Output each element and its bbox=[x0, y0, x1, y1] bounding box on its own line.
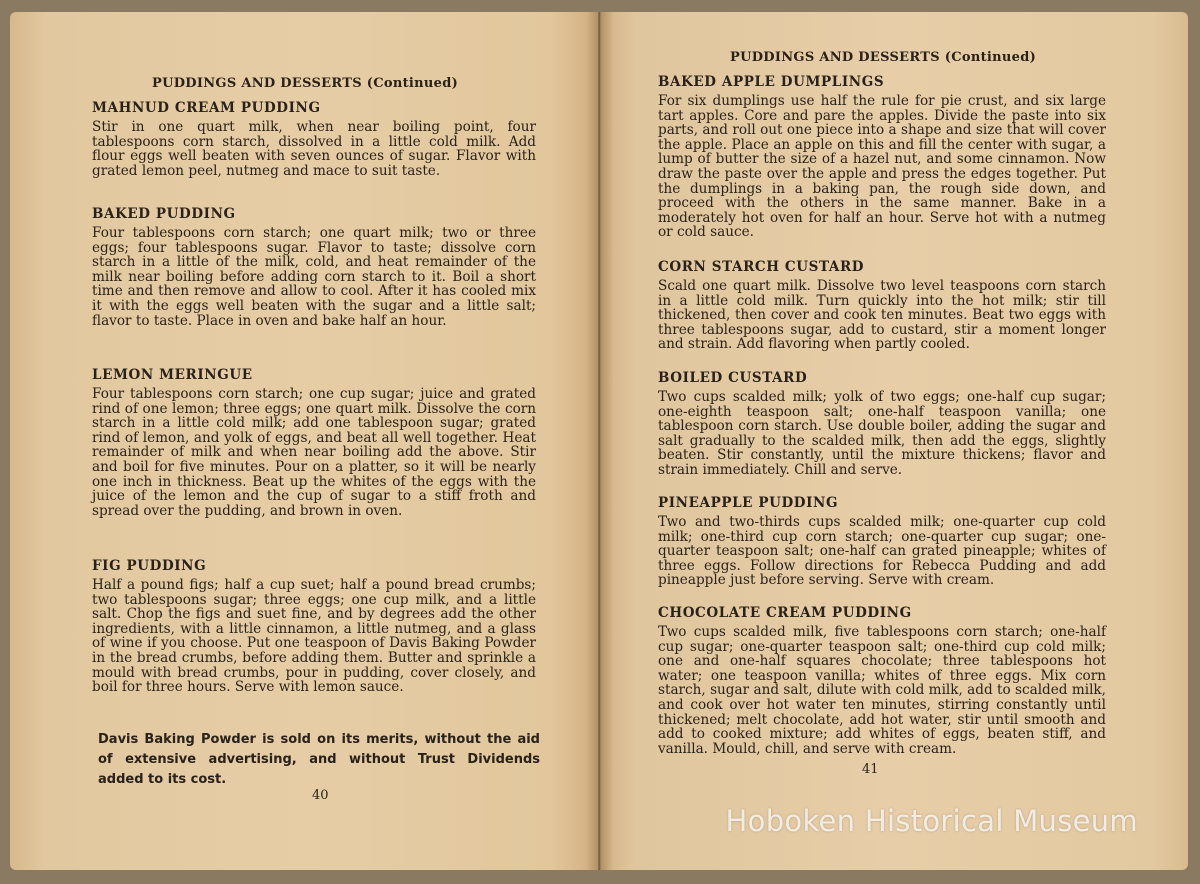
recipe-title: PINEAPPLE PUDDING bbox=[658, 495, 839, 511]
museum-watermark: Hoboken Historical Museum bbox=[725, 804, 1138, 838]
left-page bbox=[10, 12, 598, 870]
right-page bbox=[600, 12, 1188, 870]
running-head-right: PUDDINGS AND DESSERTS (Continued) bbox=[730, 50, 1037, 65]
recipe-text: For six dumplings use half the rule for pie crust, and six large tart apples. Core and pare the apples. Divide the paste into six parts, and roll out one piece into a shape and size that will cover the apple. Place an apple on this and fill the center with sugar, a lump of butter the size of a hazel nut, and some cinnamon. Now draw the paste over the apple and press the edges together. Put the dumplings in a baking pan, the rough side down, and proceed with the others in the same manner. Bake in a moderately hot oven for half an hour. Serve hot with a nutmeg or cold sauce. bbox=[658, 93, 1106, 241]
page-number-right: 41 bbox=[862, 762, 879, 777]
recipe-text: Two cups scalded milk; yolk of two eggs; one-half cup sugar; one-eighth teaspoon salt; one-half teaspoon vanilla; one tablespoon corn starch. Use double boiler, adding the sugar and salt gradually to the scalded milk, then add the eggs, slightly beaten. Stir constantly, until the mixture thickens; flavor and strain immediately. Chill and serve. bbox=[658, 389, 1106, 478]
recipe-corn-starch-custard bbox=[658, 259, 1106, 352]
recipe-lemon-meringue bbox=[92, 367, 536, 518]
recipe-title: LEMON MERINGUE bbox=[92, 367, 253, 383]
book-gutter bbox=[586, 12, 614, 870]
recipe-title: BOILED CUSTARD bbox=[658, 370, 808, 386]
recipe-text: Scald one quart milk. Dissolve two level teaspoons corn starch in a little cold milk. Turn quickly into the hot milk; stir till thickened, then cover and cook ten minutes. Beat two eggs with three tablespoons sugar, add to custard, stir a moment longer and strain. Add flavoring when partly cooled. bbox=[658, 278, 1106, 353]
recipe-mahnud-cream-pudding bbox=[92, 100, 536, 178]
recipe-title: BAKED APPLE DUMPLINGS bbox=[658, 74, 885, 90]
running-head-left: PUDDINGS AND DESSERTS (Continued) bbox=[152, 76, 459, 91]
recipe-chocolate-cream-pudding bbox=[658, 605, 1106, 756]
page-number-left: 40 bbox=[312, 788, 329, 803]
recipe-text: Two cups scalded milk, five tablespoons corn starch; one-half cup sugar; one-quarter teaspoon salt; one-third cup cold milk; one and one-half squares chocolate; three tablespoons hot water; one teaspoon vanilla; whites of three eggs. Mix corn starch, sugar and salt, dilute with cold milk, add to scalded milk, and cook over hot water ten minutes, stirring constantly until thickened; melt chocolate, add hot water, stir until smooth and add to cooked mixture; add whites of eggs, beaten stiff, and vanilla. Mould, chill, and serve with cream. bbox=[658, 624, 1106, 757]
recipe-pineapple-pudding bbox=[658, 495, 1106, 588]
recipe-fig-pudding bbox=[92, 558, 536, 695]
recipe-boiled-custard bbox=[658, 370, 1106, 478]
recipe-text: Two and two-thirds cups scalded milk; one-quarter cup cold milk; one-third cup corn starch; one-quarter cup sugar; one-quarter teaspoon salt; one-half can grated pineapple; whites of three eggs. Follow directions for Rebecca Pudding and add pineapple just before serving. Serve with cream. bbox=[658, 514, 1106, 589]
recipe-text: Half a pound figs; half a cup suet; half a pound bread crumbs; two tablespoons sugar; three eggs; one cup milk, and a little salt. Chop the figs and suet fine, and by degrees add the other ingredients, with a little cinnamon, a little nutmeg, and a glass of wine if you choose. Put one teaspoon of Davis Baking Powder in the bread crumbs, before adding them. Butter and sprinkle a mould with bread crumbs, pour in pudding, cover closely, and boil for three hours. Serve with lemon sauce. bbox=[92, 577, 536, 696]
davis-advert: Davis Baking Powder is sold on its merits, without the aid of extensive advertising, and without Trust Dividends added to its cost. bbox=[98, 732, 540, 787]
recipe-baked-pudding bbox=[92, 206, 536, 328]
recipe-title: CORN STARCH CUSTARD bbox=[658, 259, 865, 275]
recipe-title: BAKED PUDDING bbox=[92, 206, 236, 222]
recipe-title: MAHNUD CREAM PUDDING bbox=[92, 100, 321, 116]
recipe-title: CHOCOLATE CREAM PUDDING bbox=[658, 605, 912, 621]
recipe-baked-apple-dumplings bbox=[658, 74, 1106, 240]
recipe-title: FIG PUDDING bbox=[92, 558, 207, 574]
recipe-text: Stir in one quart milk, when near boiling point, four tablespoons corn starch, dissolved in a little cold milk. Add flour eggs well beaten with seven ounces of sugar. Flavor with grated lemon peel, nutmeg and mace to suit taste. bbox=[92, 119, 536, 179]
book-spread bbox=[10, 12, 1190, 876]
recipe-text: Four tablespoons corn starch; one cup sugar; juice and grated rind of one lemon; three eggs; one quart milk. Dissolve the corn starch in a little cold milk; add one tablespoon sugar; grated rind of lemon, and yolk of eggs, and beat all well together. Heat remainder of milk and when near boiling add the above. Stir and boil for five minutes. Pour on a platter, so it will be nearly one inch in thickness. Beat up the whites of the eggs with the juice of the lemon and the cup of sugar to a stiff froth and spread over the pudding, and brown in oven. bbox=[92, 386, 536, 519]
recipe-text: Four tablespoons corn starch; one quart milk; two or three eggs; four tablespoons sugar. Flavor to taste; dissolve corn starch in a little of the milk, cold, and heat remainder of the milk near boiling before adding corn starch to it. Boil a short time and then remove and allow to cool. After it has cooled mix it with the eggs well beaten with the sugar and a little salt; flavor to taste. Place in oven and bake half an hour. bbox=[92, 225, 536, 329]
